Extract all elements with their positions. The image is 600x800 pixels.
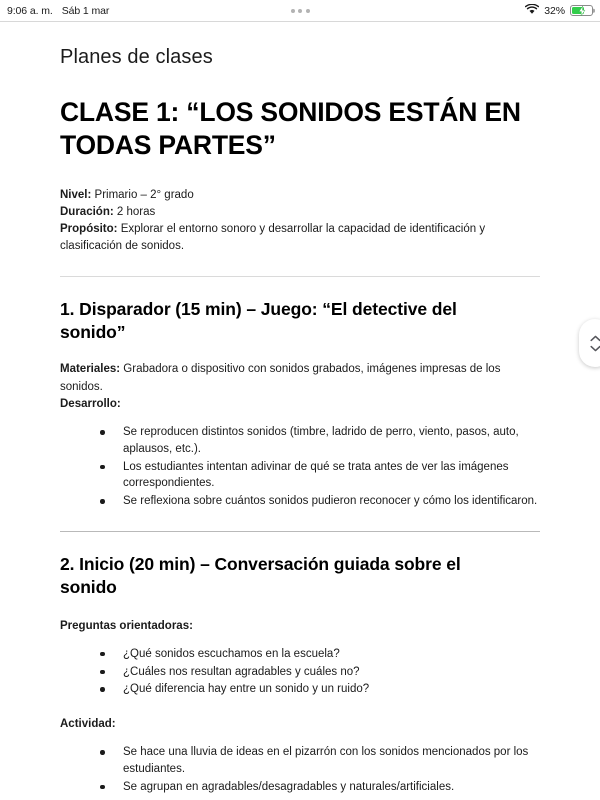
materiales-label: Materiales:: [60, 363, 121, 376]
chevron-down-icon[interactable]: [590, 345, 600, 352]
status-bar-right: [525, 4, 600, 18]
lesson-metadata: [60, 187, 540, 255]
section-heading-1: 1. Disparador (15 min) – Juego: “El detective del sonido”: [60, 298, 457, 343]
meta-value-duracion: 2 horas: [113, 205, 156, 218]
dot-2: [298, 9, 302, 13]
dot-3: [306, 9, 310, 13]
meta-value-nivel: Primario – 2° grado: [91, 188, 194, 201]
list-item: ¿Cuáles nos resultan agradables y cuáles no?: [100, 664, 540, 681]
section-1-desarrollo-list: [60, 424, 540, 510]
document-title: Planes de clases: [60, 46, 213, 68]
document-body: [0, 22, 600, 800]
materiales-value: Grabadora o dispositivo con sonidos grabados, imágenes impresas de los sonidos.: [60, 363, 501, 393]
actividad-list: [60, 744, 540, 795]
meta-label-proposito: Propósito:: [60, 222, 118, 235]
wifi-icon: [525, 4, 539, 18]
meta-row-duracion: [60, 204, 540, 221]
meta-row-nivel: [60, 187, 540, 204]
meta-value-proposito: Explorar el entorno sonoro y desarrollar la capacidad de identificación y clasificación de sonidos.: [60, 222, 486, 252]
section-divider-2: [60, 531, 540, 532]
list-item: Se reflexiona sobre cuántos sonidos pudieron reconocer y cómo los identificaron.: [100, 493, 540, 510]
scroll-widget[interactable]: [579, 319, 600, 367]
section-heading-2: 2. Inicio (20 min) – Conversación guiada sobre el sonido: [60, 554, 461, 598]
list-item: ¿Qué sonidos escuchamos en la escuela?: [100, 646, 540, 663]
preguntas-orientadoras-list: [60, 646, 540, 698]
meta-label-nivel: Nivel:: [60, 188, 92, 201]
list-item: Se hace una lluvia de ideas en el pizarrón con los sonidos mencionados por los estudiantes.: [100, 744, 540, 778]
list-item: ¿Qué diferencia hay entre un sonido y un ruido?: [100, 681, 540, 698]
desarrollo-label: Desarrollo:: [60, 397, 121, 410]
list-item: Los estudiantes intentan adivinar de qué se trata antes de ver las imágenes correspondientes.: [100, 459, 540, 493]
list-item: Se agrupan en agradables/desagradables y naturales/artificiales.: [100, 779, 540, 796]
page-title: CLASE 1: “LOS SONIDOS ESTÁN EN TODAS PARTES”: [60, 97, 521, 161]
actividad-label: Actividad:: [60, 718, 116, 731]
battery-charging-icon: [570, 5, 593, 16]
status-bar-left: [0, 5, 109, 17]
chevron-up-icon[interactable]: [590, 335, 600, 342]
meta-label-duracion: Duración:: [60, 205, 114, 218]
section-1-materiales: [60, 361, 540, 396]
lightning-bolt-icon: [578, 6, 586, 16]
status-date: Sáb 1 mar: [61, 4, 110, 17]
meta-row-proposito: [60, 221, 540, 255]
list-item: Se reproducen distintos sonidos (timbre, ladrido de perro, viento, pasos, auto, aplausos, etc.).: [100, 424, 540, 458]
status-time: 9:06 a. m.: [7, 4, 53, 17]
section-divider-1: [60, 276, 540, 277]
battery-percent-label: 32%: [544, 4, 565, 17]
dot-1: [291, 9, 295, 13]
preguntas-orientadoras-label: Preguntas orientadoras:: [60, 619, 193, 632]
status-bar: [0, 0, 600, 21]
